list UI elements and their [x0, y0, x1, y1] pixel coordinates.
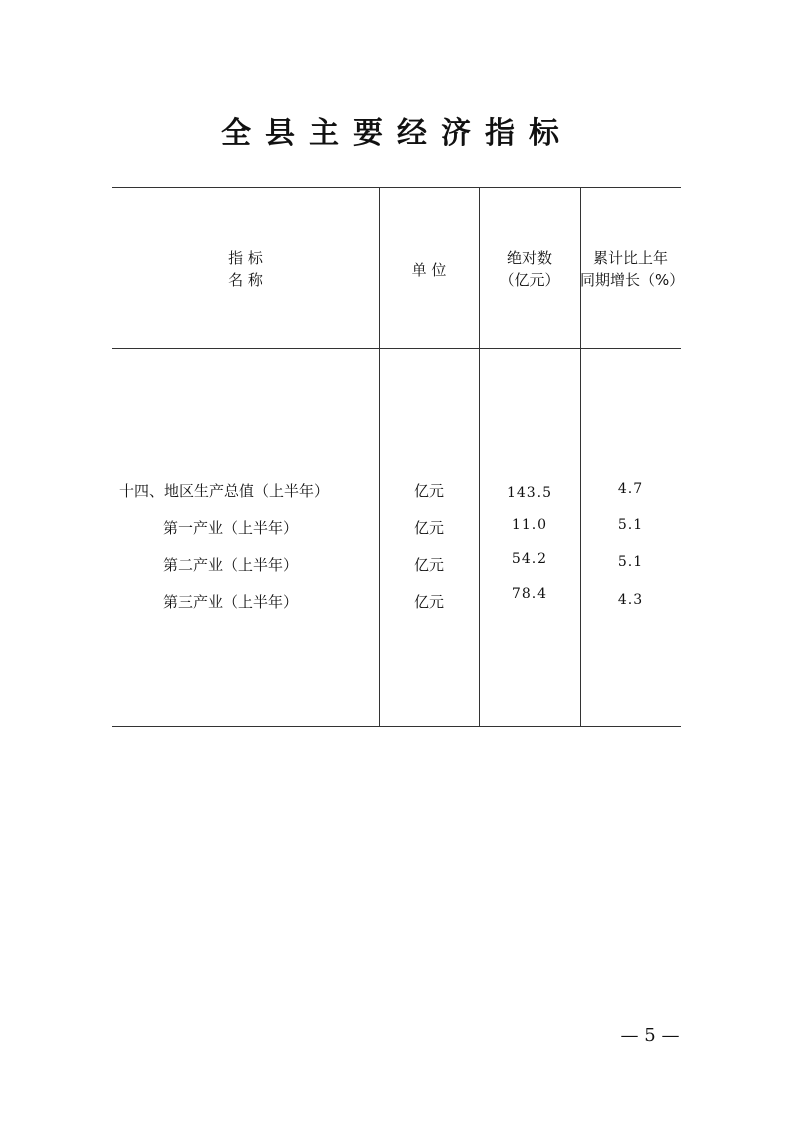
- row-value: 143.5: [506, 485, 553, 501]
- row-growth: 4.7: [617, 481, 644, 497]
- header-indicator-line2: 名 称: [228, 271, 263, 289]
- row-value: 78.4: [511, 586, 548, 602]
- row-value: 11.0: [511, 517, 548, 533]
- page-number: — 5 —: [620, 1025, 680, 1046]
- header-absolute-line1: 绝对数: [506, 249, 552, 267]
- row-growth: 5.1: [617, 554, 644, 570]
- table-top-rule: [112, 187, 681, 188]
- row-indicator-name: 第二产业（上半年）: [163, 556, 299, 574]
- row-growth: 5.1: [617, 517, 644, 533]
- row-unit: 亿元: [413, 556, 444, 574]
- row-indicator-name: 第一产业（上半年）: [163, 519, 299, 537]
- row-growth: 4.3: [617, 592, 644, 608]
- page-title: 全县主要经济指标: [221, 116, 573, 151]
- row-unit: 亿元: [413, 519, 444, 537]
- row-indicator-name: 十四、地区生产总值（上半年）: [119, 482, 330, 500]
- table-header-rule: [112, 348, 681, 349]
- header-growth-line1: 累计比上年: [592, 249, 668, 267]
- header-indicator-line1: 指 标: [228, 249, 263, 267]
- row-value: 54.2: [511, 551, 548, 567]
- row-unit: 亿元: [413, 593, 444, 611]
- header-absolute-line2: （亿元）: [499, 271, 560, 289]
- header-growth: [580, 247, 685, 291]
- header-indicator-name: [112, 247, 379, 291]
- row-unit: 亿元: [413, 482, 444, 500]
- header-unit: 单 位: [411, 261, 447, 279]
- header-growth-line2: 同期增长（%）: [580, 271, 685, 289]
- row-indicator-name: 第三产业（上半年）: [163, 593, 299, 611]
- table-bottom-rule: [112, 726, 681, 727]
- header-absolute-value: [479, 247, 580, 291]
